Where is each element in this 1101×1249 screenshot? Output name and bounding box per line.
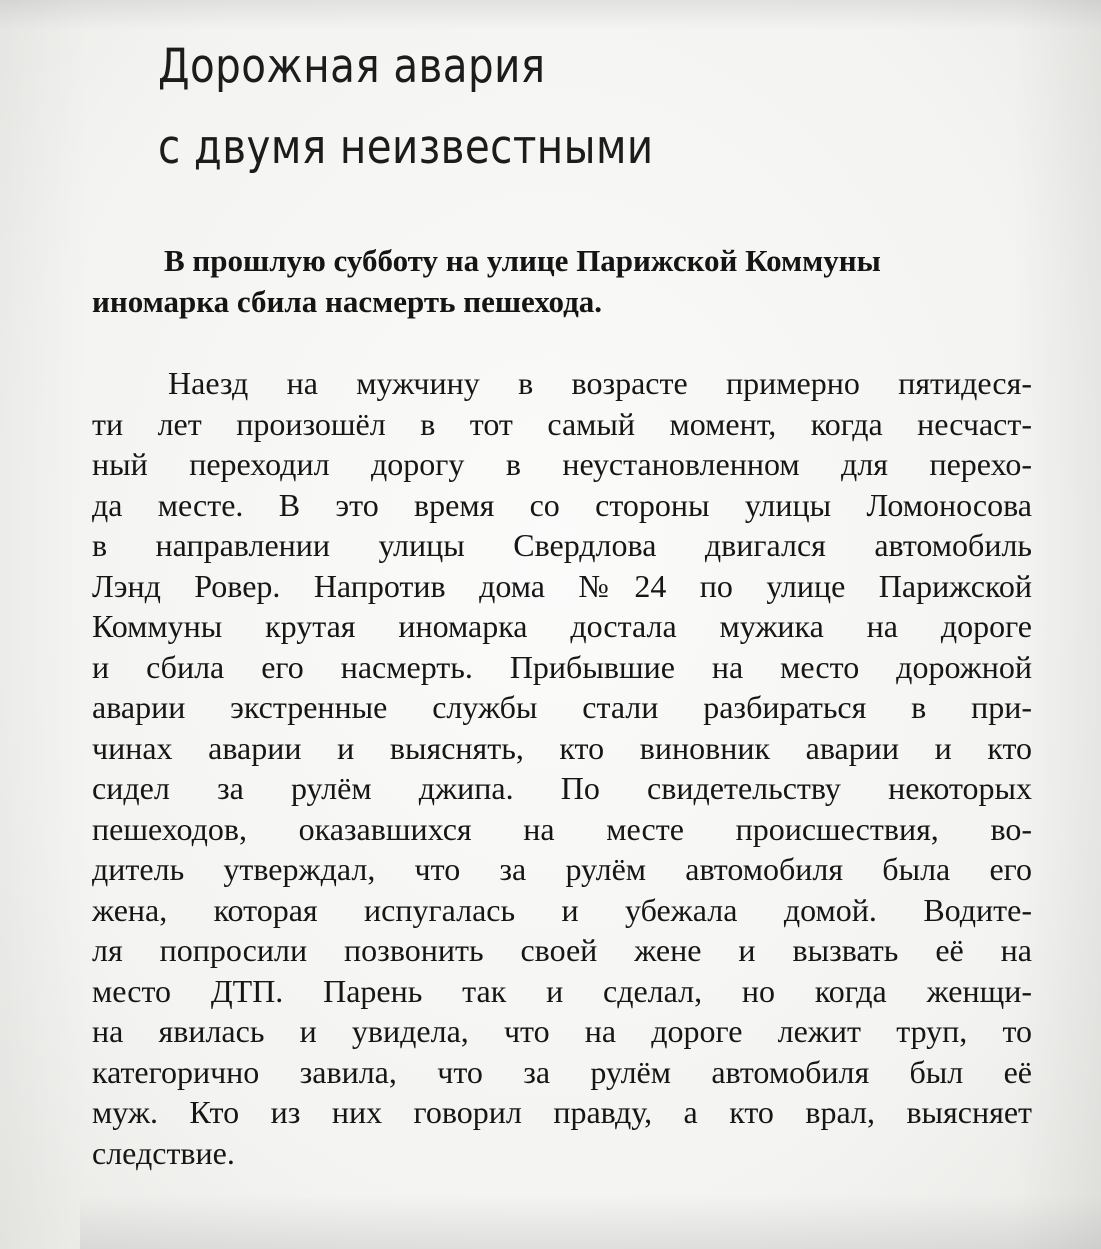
body-line: чинах аварии и выяснять, кто виновник аварии и кто — [92, 729, 1032, 766]
body-line: ти лет произошёл в тот самый момент, когда несчаст- — [92, 405, 1032, 442]
body-line: на явилась и увидела, что на дороге лежит труп, то — [92, 1013, 1032, 1049]
article-body — [92, 363, 1032, 1173]
body-line: Коммуны крутая иномарка достала мужика на дороге — [92, 608, 1032, 644]
body-line: категорично завила, что за рулём автомобиля был её — [92, 1053, 1032, 1090]
body-line: да месте. В это время со стороны улицы Ломоносова — [92, 486, 1032, 523]
body-line: следствие. — [92, 1134, 235, 1171]
body-line: место ДТП. Парень так и сделал, но когда женщи- — [92, 972, 1032, 1009]
body-line: и сбила его насмерть. Прибывшие на место дорожной — [92, 648, 1032, 685]
headline-line: Дорожная авария — [158, 39, 546, 94]
body-line: ля попросили позвонить своей жене и вызвать её на — [92, 932, 1032, 968]
headline-line: с двумя неизвестными — [158, 120, 654, 175]
body-line: дитель утверждал, что за рулём автомобиля была его — [92, 851, 1032, 887]
body-line: пешеходов, оказавшихся на месте происшествия, во- — [92, 810, 1032, 847]
print-bleed-bottom — [80, 1195, 1101, 1249]
body-line: муж. Кто из них говорил правду, а кто врал, выясняет — [92, 1094, 1032, 1130]
lead-line: иномарка сбила насмерть пешехода. — [92, 284, 603, 319]
body-line: ный переходил дорогу в неустановленном для перехо- — [92, 446, 1032, 482]
body-line: в направлении улицы Свердлова двигался автомобиль — [92, 527, 1032, 563]
body-line: Лэнд Ровер. Напротив дома №24 по улице Парижской — [92, 567, 1032, 604]
lead-line: В прошлую субботу на улице Парижской Коммуны — [164, 243, 881, 278]
body-line: сидел за рулём джипа. По свидетельству некоторых — [92, 770, 1032, 806]
body-line: Наезд на мужчину в возрасте примерно пятидеся- — [168, 365, 1032, 401]
article-lead — [92, 240, 1032, 322]
body-line: жена, которая испугалась и убежала домой. Водите- — [92, 891, 1032, 928]
article-headline — [158, 26, 932, 188]
body-line: аварии экстренные службы стали разбираться в при- — [92, 689, 1032, 725]
